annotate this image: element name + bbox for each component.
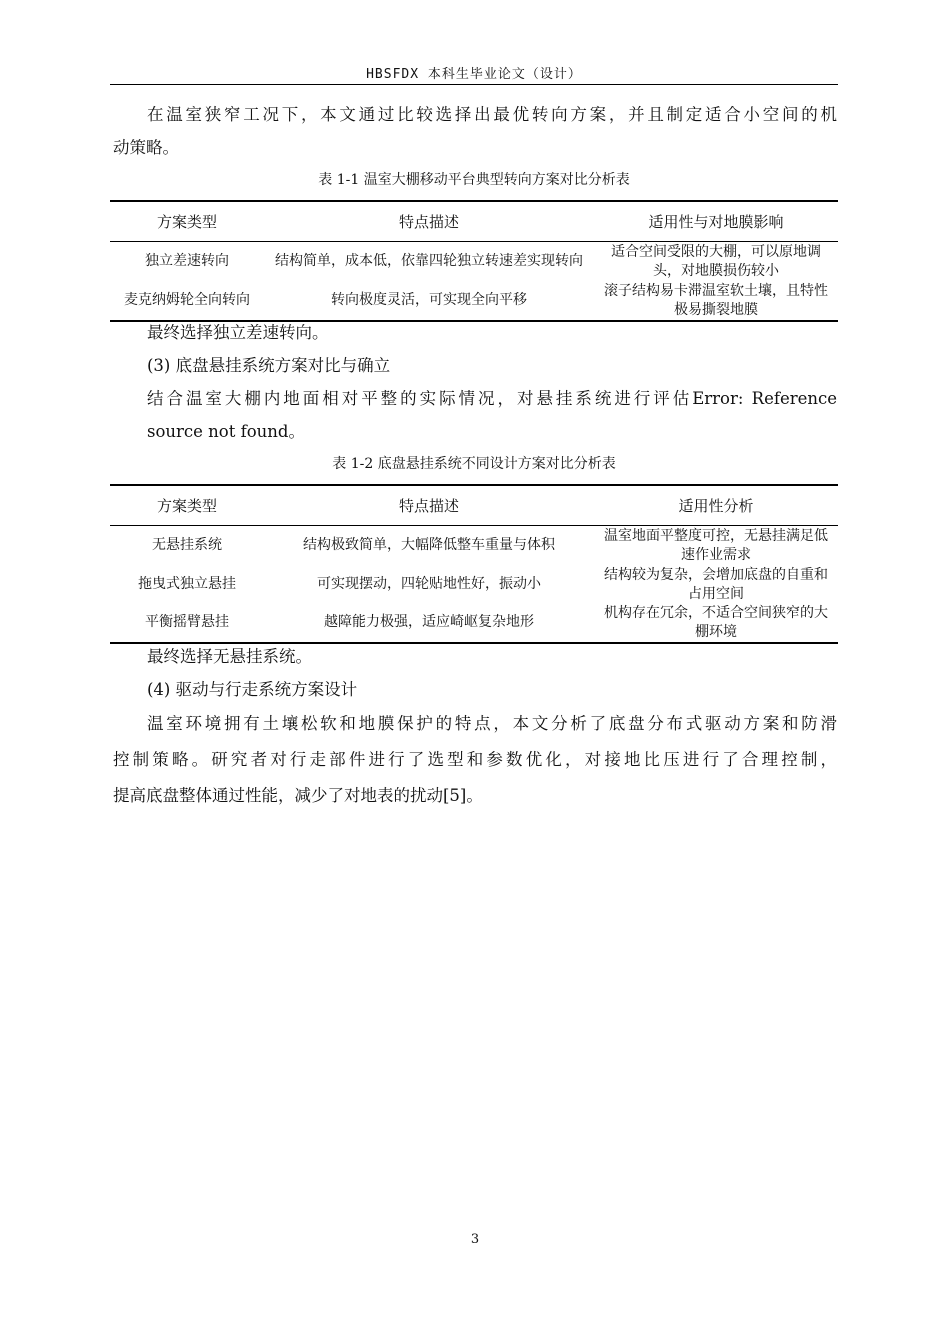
table-cell: 机构存在冗余，不适合空间狭窄的大棚环境 — [594, 604, 838, 643]
paragraph-line: 提高底盘整体通过性能，减少了对地表的扰动[5]。 — [113, 786, 483, 805]
paragraph-line: source not found。 — [147, 422, 305, 441]
paragraph-line: 结合温室大棚内地面相对平整的实际情况，对悬挂系统进行评估Error: Reference — [147, 389, 837, 408]
section-heading: (4) 驱动与行走系统方案设计 — [147, 680, 358, 699]
table2 — [110, 484, 838, 644]
table-cell: 可实现摆动，四轮贴地性好，振动小 — [317, 576, 541, 592]
table-row — [110, 282, 838, 321]
table-header-cell: 方案类型 — [110, 201, 264, 242]
table-cell: 越障能力极强，适应崎岖复杂地形 — [264, 604, 594, 643]
table-header-cell: 特点描述 — [264, 485, 594, 526]
section-heading: (3) 底盘悬挂系统方案对比与确立 — [147, 356, 391, 375]
paragraph-line: 最终选择独立差速转向。 — [147, 323, 329, 342]
table1-caption: 表 1-1 温室大棚移动平台典型转向方案对比分析表 — [318, 172, 630, 188]
paragraph-line: 动策略。 — [113, 138, 179, 157]
table-header-cell: 特点描述 — [264, 201, 594, 242]
paragraph-line: 在温室狭窄工况下，本文通过比较选择出最优转向方案，并且制定适合小空间的机 — [147, 105, 837, 124]
table-cell: 转向极度灵活，可实现全向平移 — [264, 282, 594, 321]
table2-caption: 表 1-2 底盘悬挂系统不同设计方案对比分析表 — [332, 456, 616, 472]
table-row — [110, 566, 838, 604]
table1 — [110, 200, 838, 322]
table-cell: 平衡摇臂悬挂 — [110, 604, 264, 643]
table-header-cell: 适用性与对地膜影响 — [594, 201, 838, 242]
table-cell: 拖曳式独立悬挂 — [138, 576, 236, 592]
table-header-cell: 适用性分析 — [594, 485, 838, 526]
header-rule — [110, 84, 838, 85]
table-cell: 温室地面平整度可控，无悬挂满足低速作业需求 — [604, 527, 828, 563]
table-row — [110, 526, 838, 566]
table-cell: 适合空间受限的大棚，可以原地调头，对地膜损伤较小 — [611, 243, 821, 279]
table-cell: 无悬挂系统 — [152, 537, 222, 554]
table-cell: 结构极致简单，大幅降低整车重量与体积 — [303, 537, 555, 554]
table-row — [110, 242, 838, 282]
running-header: HBSFDX 本科生毕业论文（设计） — [366, 67, 582, 82]
table-cell: 麦克纳姆轮全向转向 — [110, 282, 264, 321]
table-cell: 结构较为复杂，会增加底盘的自重和占用空间 — [604, 566, 828, 602]
page-number: 3 — [470, 1232, 480, 1247]
paragraph-line: 温室环境拥有土壤松软和地膜保护的特点，本文分析了底盘分布式驱动方案和防滑 — [147, 714, 837, 733]
paragraph-line: 控制策略。研究者对行走部件进行了选型和参数优化，对接地比压进行了合理控制， — [113, 750, 837, 769]
table-header-cell: 方案类型 — [110, 485, 264, 526]
table-cell: 滚子结构易卡滞温室软土壤，且特性极易撕裂地膜 — [594, 282, 838, 321]
table-header-row — [110, 485, 838, 526]
table-cell: 结构简单，成本低，依靠四轮独立转速差实现转向 — [275, 253, 583, 270]
table-cell: 独立差速转向 — [145, 253, 229, 270]
paragraph-line: 最终选择无悬挂系统。 — [147, 647, 312, 666]
table-header-row — [110, 201, 838, 242]
table-row — [110, 604, 838, 643]
